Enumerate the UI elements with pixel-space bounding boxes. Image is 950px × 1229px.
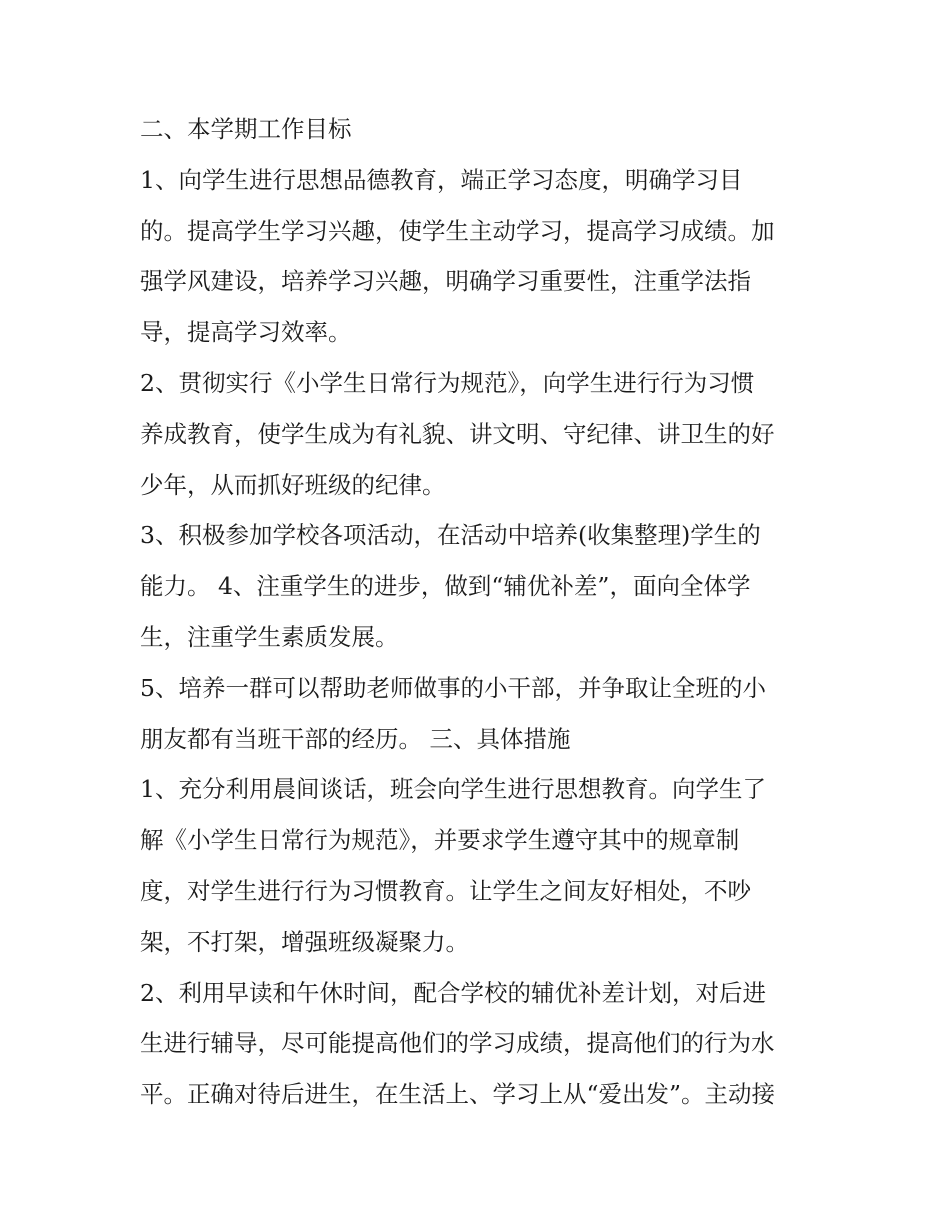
text-line: 平。正确对待后进生，在生活上、学习上从“爱出发”。主动接: [140, 1080, 776, 1109]
text-line: 养成教育，使学生成为有礼貌、讲文明、守纪律、讲卫生的好: [140, 419, 775, 448]
text-line: 能力。 4、注重学生的进步，做到“辅优补差”，面向全体学: [140, 572, 751, 601]
text-line: 3、积极参加学校各项活动，在活动中培养(收集整理)学生的: [140, 521, 761, 550]
text-line: 2、利用早读和午休时间，配合学校的辅优补差计划，对后进: [140, 978, 766, 1007]
text-line: 朋友都有当班干部的经历。 三、具体措施: [140, 724, 571, 753]
text-line: 2、贯彻实行《小学生日常行为规范》，向学生进行行为习惯: [140, 368, 755, 397]
text-line: 5、培养一群可以帮助老师做事的小干部，并争取让全班的小: [140, 673, 766, 702]
text-line: 度，对学生进行行为习惯教育。让学生之间友好相处，不吵: [140, 876, 751, 905]
text-line: 1、充分利用晨间谈话，班会向学生进行思想教育。向学生了: [140, 775, 766, 804]
text-line: 1、向学生进行思想品德教育，端正学习态度，明确学习目: [140, 165, 743, 194]
document-body: [140, 104, 820, 1120]
text-line: 架，不打架，增强班级凝聚力。: [140, 927, 469, 956]
text-line: 少年，从而抓好班级的纪律。: [140, 470, 446, 499]
text-line: 解《小学生日常行为规范》，并要求学生遵守其中的规章制: [140, 826, 740, 855]
text-line: 生，注重学生素质发展。: [140, 622, 399, 651]
text-line: 强学风建设，培养学习兴趣，明确学习重要性，注重学法指: [140, 267, 751, 296]
text-line: 的。提高学生学习兴趣，使学生主动学习，提高学习成绩。加: [140, 216, 775, 245]
text-line: 生进行辅导，尽可能提高他们的学习成绩，提高他们的行为水: [140, 1029, 775, 1058]
text-line: 导，提高学习效率。: [140, 318, 352, 347]
section-heading: 二、本学期工作目标: [140, 115, 352, 143]
